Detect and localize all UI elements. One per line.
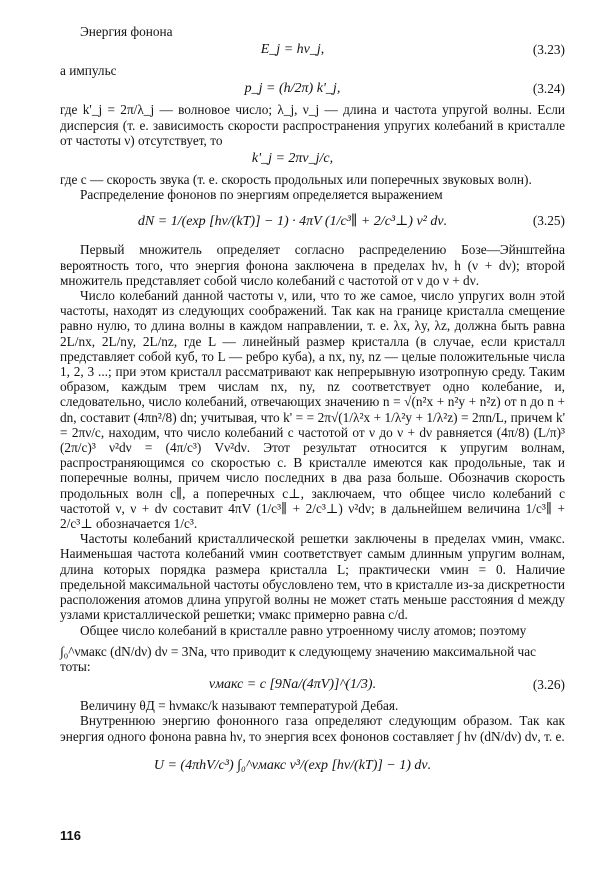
equation-body: k'_j = 2πν_j/c, [251, 151, 334, 167]
paragraph: тоты: [60, 658, 91, 674]
equation-internal-energy [60, 744, 565, 802]
paragraph: Общее число колебаний в кристалле равно утроенному числу атомов; поэтому [80, 622, 527, 638]
paragraph: Энергия фонона [80, 24, 173, 39]
equation-3-24 [60, 78, 565, 102]
paragraph: а импульс [60, 63, 117, 79]
equation-wavenumber [60, 148, 565, 172]
equation-body: νмакс = c [9Na/(4πV)]^(1/3). [208, 677, 377, 693]
paragraph: Частоты колебаний кристаллической решетки заключены в пределах νмин, νмакс. Наименьшая частота колебаний νмин соответствует самым длинным упругим волнам, длина которых порядка размера кристалла L; практически νмин = 0. Наличие предельной максимальной частоты обусловлено тем, что в кристалле из-за дискретности расположения атомов длина упругой волны не может стать меньше расстояния d между узлами кристаллической решетки; νмакс примерно равна c/d. [60, 531, 565, 623]
paragraph-integral-line: ∫₀^νмакс (dN/dν) dν = 3Na, что приводит к следующему значению максимальной час [60, 643, 536, 659]
page-number: 116 [60, 828, 81, 843]
equation-body: p_j = (h/2π) k'_j, [244, 81, 341, 97]
paragraph: Распределение фононов по энергиям определяется выражением [80, 187, 443, 203]
equation-number: (3.24) [532, 81, 565, 97]
equation-body: dN = 1/(exp [hν/(kT)] − 1) · 4πV (1/c³∥ + 2/c³⊥) ν² dν. [137, 214, 448, 230]
paragraph: Число колебаний данной частоты ν, или, что то же самое, число упругих волн этой частоты, находят из следующих соображений. Так как на границе кристалла смещение равно нулю, то длина волны в каждом направлении, т. е. λx, λy, λz, должна быть равна 2L/nx, 2L/ny, 2L/nz, где L — линейный размер кристалла (в случае, если кристалл представляет собой куб, то L — ребро куба), а nx, ny, nz — целые положительные числа 1, 2, 3 ...; при этом кристалл рассматривают как непрерывную изотропную среду. Таким образом, каждым трем числам nx, ny, nz соответствует одно колебание, и, следовательно, число колебаний, отвечающих значению n = √(n²x + n²y + n²z) от n до n + dn, составит (4πn²/8) dn; учитывая, что k' = = 2π√(1/λ²x + 1/λ²y + 1/λ²z) = 2πn/L, причем k' = 2πν/c, находим, что число колебаний с частотой от ν до ν + dν равняется (4π/8) (L/π)³ (2π/c)³ ν²dν = (4π/c³) Vν²dν. Этот результат относится к упругим волнам, распространяющимся со скоростью c. В кристалле имеются как продольные, так и поперечные волны, причем число последних в два раза больше. Обозначив скорость продольных волн c∥, а поперечных c⊥, заключаем, что общее число колебаний с частотой ν, ν + dν составит 4πV (1/c³∥ + 2/c³⊥) ν²dν; в дальнейшем величина 1/c³∥ + 2/c³⊥ обозначается 1/c³. [60, 288, 565, 532]
equation-number: (3.26) [532, 677, 565, 693]
paragraph: где c — скорость звука (т. е. скорость продольных или поперечных звуковых волн). [60, 172, 532, 188]
equation-3-26 [60, 674, 565, 698]
equation-3-25 [60, 202, 565, 242]
paragraph: Первый множитель определяет согласно распределению Бозе—Эйнштейна вероятность того, что энергия фонона заключена в пределах hν, h (ν + dν); второй множитель представляет собой число колебаний с частотой от ν до ν + dν. [60, 242, 565, 288]
paragraph: где k'_j = 2π/λ_j — волновое число; λ_j, ν_j — длина и частота упругой волны. Если дисперсия (т. е. зависимость скорости распространения упругих колебаний в кристалле от частоты ν) отсутствует, то [60, 102, 565, 148]
paragraph: Величину θД = hνмакс/k называют температурой Дебая. [80, 698, 399, 714]
equation-3-23 [60, 39, 565, 63]
paragraph: Внутреннюю энергию фононного газа определяют следующим образом. Так как энергия одного фонона равна hν, то энергия всех фононов составляет ∫ hν (dN/dν) dν, т. е. [60, 713, 565, 744]
page-body [60, 24, 565, 802]
equation-body: E_j = hν_j, [260, 42, 325, 58]
equation-number: (3.23) [532, 42, 565, 58]
equation-number: (3.25) [532, 213, 565, 229]
equation-body: U = (4πhV/c³) ∫₀^νмакс ν³/(exp [hν/(kT)] − 1) dν. [153, 757, 432, 773]
